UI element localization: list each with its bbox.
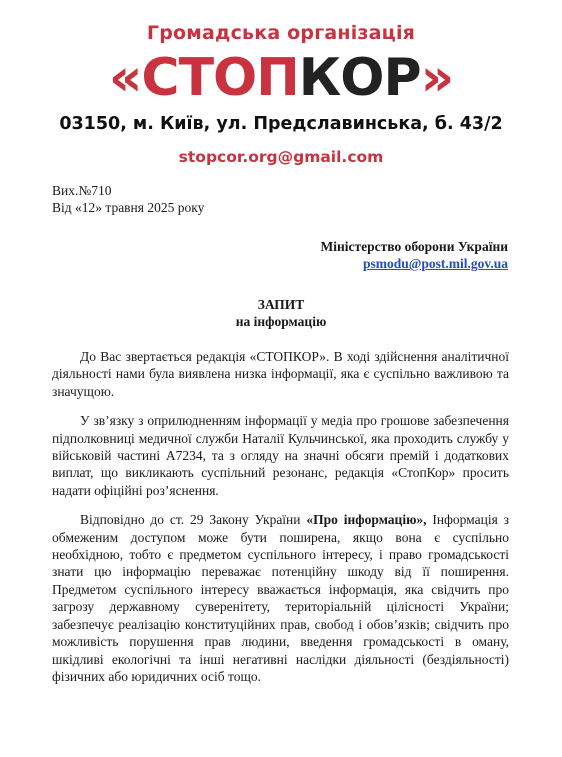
paragraph-legal-basis <box>52 511 509 685</box>
letterhead <box>0 20 562 168</box>
outgoing-reference <box>52 182 204 216</box>
title-line-request: ЗАПИТ <box>257 297 305 312</box>
paragraph-intro: До Вас звертається редакція «СТОПКОР». В ході здійснення аналітичної діяльності нами була виявлена низка інформації, яка є суспільно важливою та значущою. <box>52 349 509 399</box>
org-type-label: Громадська організація <box>146 22 416 44</box>
org-name-logo <box>0 48 562 108</box>
outgoing-number: Вих.№710 <box>52 183 112 198</box>
org-address: 03150, м. Київ, ул. Предславинська, б. 43/2 <box>59 114 503 134</box>
org-name-part-stop: СТОП <box>141 48 299 108</box>
paragraph-legal-lead: Відповідно до ст. 29 Закону України <box>80 512 307 528</box>
recipient-email-link[interactable]: psmodu@post.mil.gov.ua <box>363 256 508 271</box>
org-email: stopcor.org@gmail.com <box>178 148 384 166</box>
paragraph-request: У зв’язку з оприлюдненням інформації у медіа про грошове забезпечення підполковниці медичної служби Наталії Кульчинської, яка проходить службу у військовій частині А7234, та з огляду на значні обсяги премій і додаткових виплат, що викликають суспільний резонанс, редакція «СтопКор» просить надати офіційні роз’яснення. <box>52 413 509 498</box>
law-title: «Про інформацію», <box>306 512 427 528</box>
title-line-subject: на інформацію <box>235 314 327 329</box>
recipient-block <box>321 238 509 272</box>
document-title <box>0 296 562 330</box>
org-name-open-quote: « <box>108 48 142 108</box>
outgoing-date: Від «12» травня 2025 року <box>52 200 205 215</box>
org-name-close-quote: » <box>420 48 454 108</box>
recipient-name: Міністерство оборони України <box>320 239 508 254</box>
paragraph-legal-text: Інформація з обмеженим доступом може бути поширена, якщо вона є суспільно необхідною, тобто є предметом суспільного інтересу, і право громадськості знати цю інформацію переважає потенційну шкоду від її поширення. Предметом суспільного інтересу вважається інформація, яка свідчить про загрозу державному суверенітету, територіальній цілісності України; забезпечує реалізацію конституційних прав, свобод і обов’язків; свідчить про можливість порушення прав людини, введення громадськості в оману, шкідливі екологічні та інші негативні наслідки діяльності (бездіяльності) фізичних або юридичних осіб тощо. <box>52 512 509 684</box>
org-name-part-kor: КОР <box>298 48 421 108</box>
letter-body <box>52 348 509 697</box>
